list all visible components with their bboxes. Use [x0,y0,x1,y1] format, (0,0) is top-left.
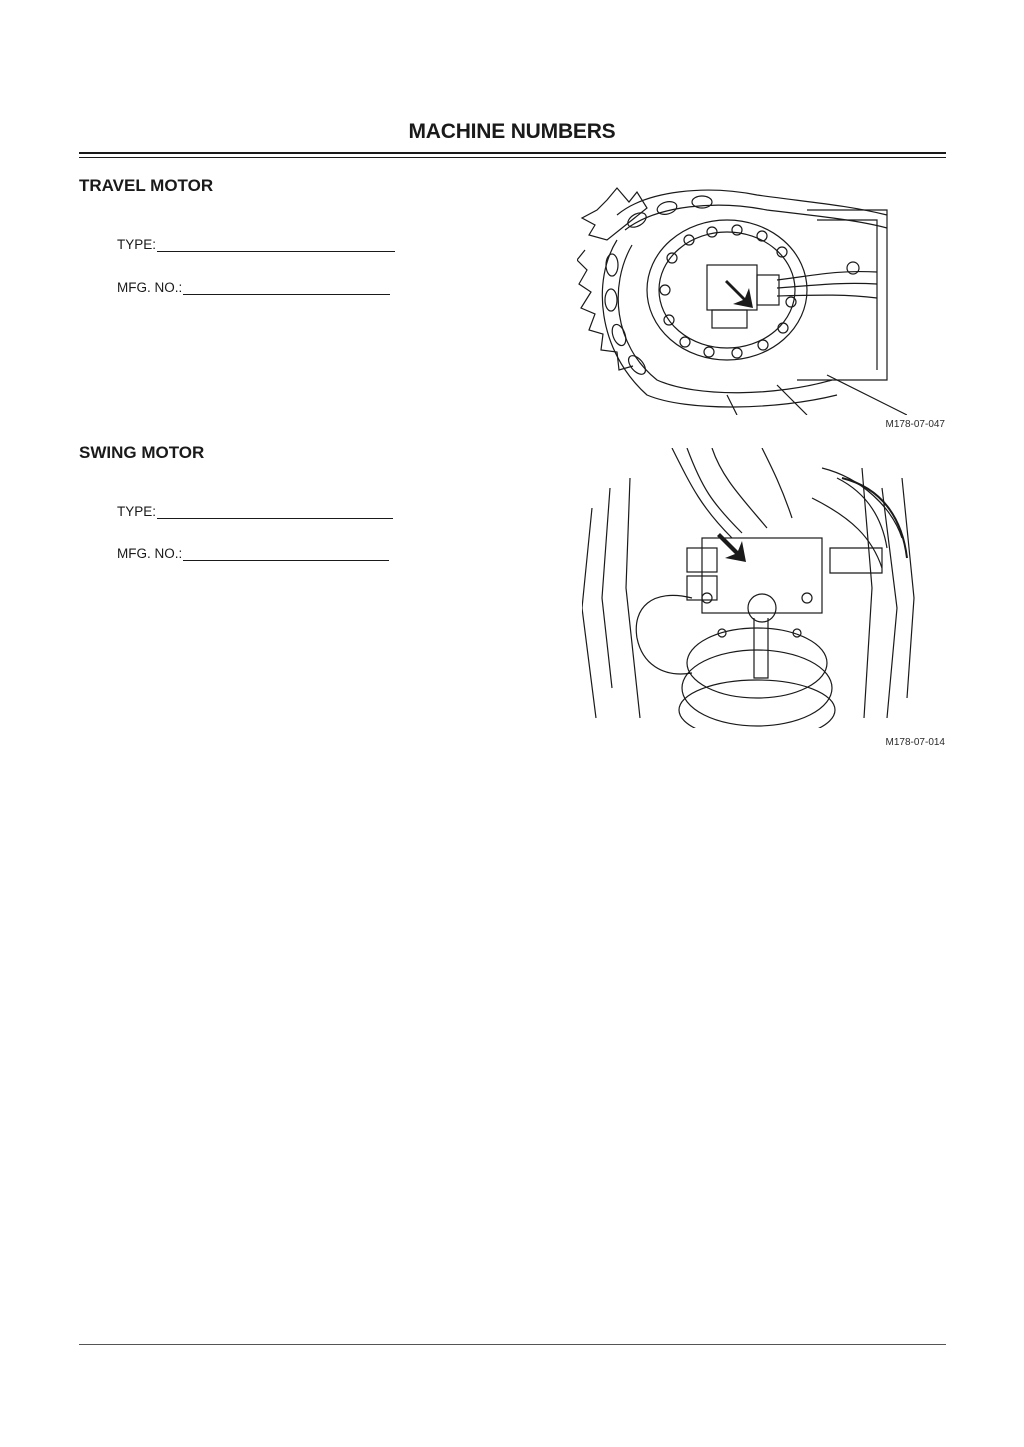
swing-motor-type-blank[interactable] [157,506,393,519]
travel-motor-mfg-label: MFG. NO.: [117,280,183,295]
swing-motor-mfg-blank[interactable] [183,548,389,561]
swing-motor-heading: SWING MOTOR [79,443,205,462]
travel-motor-mfg-blank[interactable] [183,282,390,295]
header-rule-thin [79,157,946,158]
travel-motor-type-field[interactable] [117,237,395,252]
footer-rule [79,1344,946,1345]
swing-motor-mfg-field[interactable] [117,546,389,561]
page-title: MACHINE NUMBERS [408,120,616,143]
swing-motor-illustration [582,448,917,728]
travel-motor-mfg-field[interactable] [117,280,390,295]
swing-motor-type-label: TYPE: [117,504,157,519]
swing-motor-figure-code: M178-07-014 [885,737,945,748]
travel-motor-type-blank[interactable] [157,239,395,252]
travel-motor-figure-code: M178-07-047 [885,419,945,430]
travel-motor-heading: TRAVEL MOTOR [79,176,214,195]
travel-motor-type-label: TYPE: [117,237,157,252]
travel-motor-illustration [577,180,907,415]
swing-motor-mfg-label: MFG. NO.: [117,546,183,561]
header-rule-thick [79,152,946,154]
swing-motor-type-field[interactable] [117,504,393,519]
